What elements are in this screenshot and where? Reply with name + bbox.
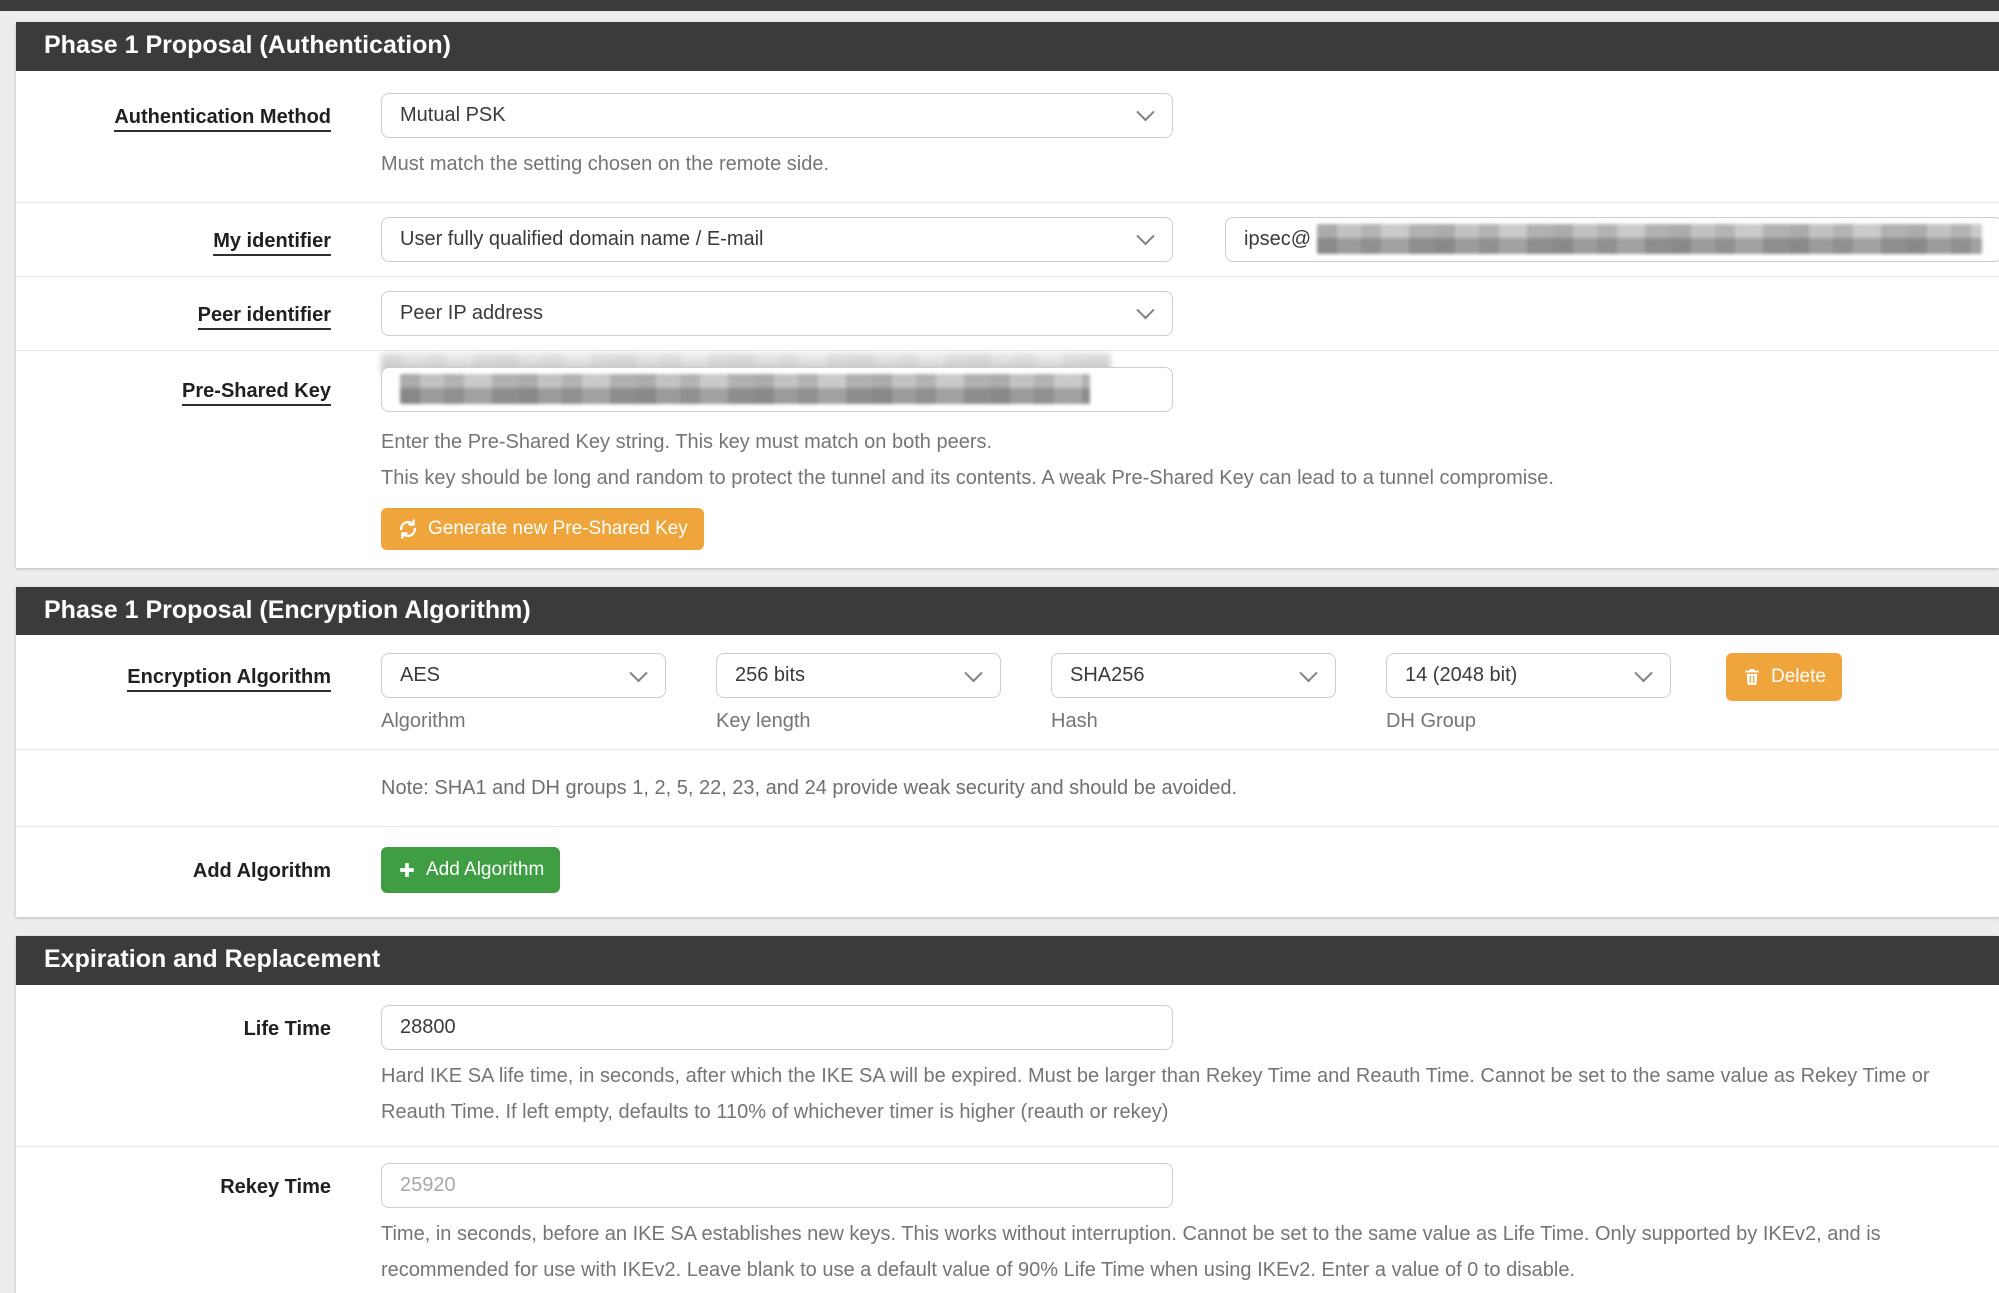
authentication-method-value: Mutual PSK xyxy=(400,103,506,126)
peer-identifier-value: Peer IP address xyxy=(400,301,544,324)
algorithm-sublabel: Algorithm xyxy=(381,710,466,732)
hash-sublabel: Hash xyxy=(1051,710,1098,732)
rekey-time-help: Time, in seconds, before an IKE SA establishes new keys. This works without interruption. Cannot be set to the same value as Life Time. Only supported by IKEv2, and is recommended for use with IKEv2. Leave blank to use a default value of 90% Life Time when using IKEv2. Enter a value of 0 to disable. xyxy=(381,1222,1881,1281)
generate-psk-button[interactable] xyxy=(381,508,704,550)
life-time-input[interactable] xyxy=(381,1005,1173,1050)
row-add-algorithm xyxy=(16,826,1999,917)
life-time-help: Hard IKE SA life time, in seconds, after which the IKE SA will be expired. Must be larger than Rekey Time and Reauth Time. Cannot be set to the same value as Rekey Time or Reauth Time. If left empty, defaults to 110% of whichever timer is higher (reauth or rekey) xyxy=(381,1064,1930,1123)
page-content xyxy=(16,22,1999,1293)
delete-algorithm-button[interactable] xyxy=(1726,653,1842,701)
panel-phase1-authentication xyxy=(16,22,1999,568)
panel-title: Phase 1 Proposal (Authentication) xyxy=(16,22,1999,71)
hash-select[interactable] xyxy=(1051,653,1336,698)
panel-title: Expiration and Replacement xyxy=(16,936,1999,985)
my-identifier-select-value: User fully qualified domain name / E-mail xyxy=(400,227,764,250)
peer-identifier-select[interactable] xyxy=(381,291,1173,336)
refresh-icon xyxy=(397,518,419,540)
my-identifier-value-input[interactable] xyxy=(1225,217,1999,262)
add-algorithm-button[interactable] xyxy=(381,847,560,893)
redacted-psk-value xyxy=(400,374,1090,404)
peer-identifier-label: Peer identifier xyxy=(198,304,331,330)
trash-icon xyxy=(1742,667,1762,687)
weak-security-note: Note: SHA1 and DH groups 1, 2, 5, 22, 23, and 24 provide weak security and should be avoided. xyxy=(381,777,1238,799)
life-time-label: Life Time xyxy=(243,1017,331,1040)
key-length-sublabel: Key length xyxy=(716,710,811,732)
pre-shared-key-label: Pre-Shared Key xyxy=(182,380,331,406)
rekey-time-label: Rekey Time xyxy=(220,1175,331,1198)
encryption-algorithm-label: Encryption Algorithm xyxy=(127,666,331,692)
row-encryption-algorithm xyxy=(16,635,1999,749)
algorithm-value: AES xyxy=(400,664,441,686)
panel-title: Phase 1 Proposal (Encryption Algorithm) xyxy=(16,587,1999,636)
algorithm-select[interactable] xyxy=(381,653,666,698)
authentication-method-select[interactable] xyxy=(381,93,1173,138)
add-algorithm-label: Add Algorithm xyxy=(192,860,331,882)
row-rekey-time xyxy=(16,1146,1999,1293)
dh-group-select[interactable] xyxy=(1386,653,1671,698)
my-identifier-prefix: ipsec@ xyxy=(1244,227,1311,250)
top-nav-strip xyxy=(0,0,1999,11)
authentication-method-help: Must match the setting chosen on the remote side. xyxy=(381,152,830,175)
pre-shared-key-input[interactable] xyxy=(381,367,1173,412)
my-identifier-label: My identifier xyxy=(213,230,331,256)
panel-phase1-encryption xyxy=(16,587,1999,918)
row-pre-shared-key xyxy=(16,350,1999,568)
dh-group-value: 14 (2048 bit) xyxy=(1405,664,1518,686)
psk-help-line2: This key should be long and random to protect the tunnel and its contents. A weak Pre-Shared Key can lead to a tunnel compromise. xyxy=(381,466,1554,489)
rekey-time-input[interactable] xyxy=(381,1163,1173,1208)
key-length-value: 256 bits xyxy=(735,664,806,686)
redacted-identifier-value xyxy=(1317,224,1982,254)
my-identifier-select[interactable] xyxy=(381,217,1173,262)
row-my-identifier xyxy=(16,202,1999,276)
authentication-method-label: Authentication Method xyxy=(114,106,331,132)
panel-expiration-replacement xyxy=(16,936,1999,1293)
dh-group-sublabel: DH Group xyxy=(1386,710,1477,732)
generate-psk-button-label: Generate new Pre-Shared Key xyxy=(428,517,688,539)
row-peer-identifier xyxy=(16,276,1999,350)
row-authentication-method xyxy=(16,71,1999,202)
key-length-select[interactable] xyxy=(716,653,1001,698)
hash-value: SHA256 xyxy=(1070,664,1145,686)
plus-icon xyxy=(397,860,417,880)
psk-help-line1: Enter the Pre-Shared Key string. This key must match on both peers. xyxy=(381,430,993,453)
row-life-time xyxy=(16,985,1999,1146)
add-algorithm-button-label: Add Algorithm xyxy=(426,859,545,880)
delete-button-label: Delete xyxy=(1771,666,1826,687)
row-weak-security-note xyxy=(16,749,1999,826)
